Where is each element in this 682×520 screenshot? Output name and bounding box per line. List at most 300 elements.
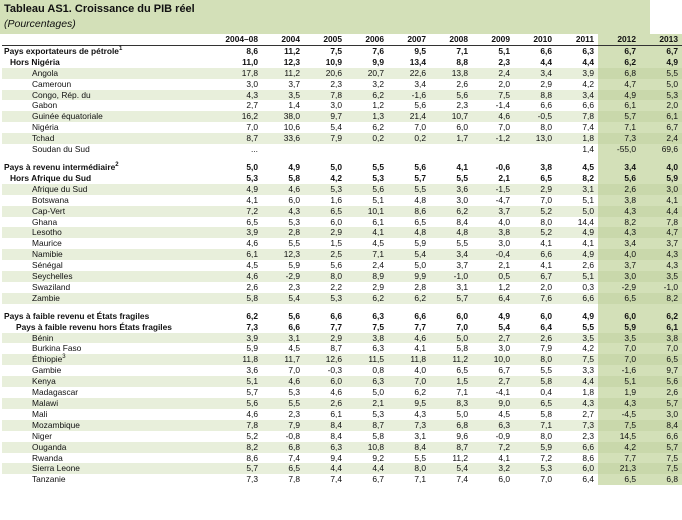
value-cell: 5,7 <box>246 387 258 398</box>
value-cell: -1,2 <box>472 133 514 144</box>
value-cell: 2,4 <box>472 68 514 79</box>
row-label-cell <box>2 376 222 387</box>
value-cell: 5,2 <box>514 227 556 238</box>
value-cell: 2,3 <box>288 408 300 419</box>
value-cell: 2,9 <box>540 78 552 89</box>
value-cell: 4,9 <box>556 227 598 238</box>
row-label-cell <box>2 206 222 217</box>
table-row <box>2 474 682 485</box>
value-cell: 9,9 <box>388 271 430 282</box>
value-cell: 2,6 <box>304 398 346 409</box>
row-label: Nigéria <box>32 122 59 133</box>
value-cell: 7,0 <box>288 365 300 376</box>
row-label: Malawi <box>32 398 59 408</box>
value-cell: 7,1 <box>456 45 468 56</box>
row-label-cell <box>2 271 222 282</box>
table-row <box>2 365 682 376</box>
value-cell: 10,8 <box>346 442 388 453</box>
value-cell: 3,5 <box>598 333 640 344</box>
value-cell: -0,9 <box>495 430 510 441</box>
value-cell: 2,6 <box>582 260 594 271</box>
value-cell: 7,0 <box>598 343 640 354</box>
value-cell: 33,6 <box>262 133 304 144</box>
row-label-cell <box>2 111 222 122</box>
value-cell: 7,0 <box>456 321 468 332</box>
value-cell: 4,1 <box>346 227 388 238</box>
value-cell: 20,6 <box>304 68 346 79</box>
value-cell: 7,2 <box>472 442 514 453</box>
value-cell: 3,0 <box>456 194 468 205</box>
value-cell: 3,1 <box>262 333 304 344</box>
value-cell: 8,4 <box>330 430 342 441</box>
value-cell: 11,5 <box>346 354 388 365</box>
table-row <box>2 420 682 431</box>
value-cell: 7,7 <box>414 321 426 332</box>
row-label: Guinée équatoriale <box>32 111 103 122</box>
value-cell: 3,8 <box>540 161 552 172</box>
value-cell: 2,6 <box>456 78 468 89</box>
value-cell: 5,0 <box>430 333 472 344</box>
spacer-cell <box>472 155 514 162</box>
value-cell: -0,3 <box>327 365 342 376</box>
value-cell: 4,2 <box>582 343 594 354</box>
table-row <box>2 57 682 68</box>
value-cell: 6,5 <box>262 463 304 474</box>
value-cell: 8,7 <box>430 442 472 453</box>
value-cell: 4,1 <box>246 194 258 205</box>
value-cell: 5,5 <box>388 184 430 195</box>
value-cell: 6,0 <box>498 474 510 485</box>
value-cell: 6,0 <box>556 463 598 474</box>
table-row <box>2 260 682 271</box>
value-cell: 7,5 <box>330 45 342 56</box>
row-label-cell <box>2 184 222 195</box>
value-cell: 10,7 <box>430 111 472 122</box>
value-cell: 2,3 <box>456 100 468 111</box>
row-label: Sierra Leone <box>32 463 80 474</box>
value-cell: -1,4 <box>495 100 510 111</box>
table-row <box>2 387 682 398</box>
row-label: Burkina Faso <box>32 343 82 354</box>
row-label: Hors Nigéria <box>10 56 60 67</box>
value-cell: 11,2 <box>430 354 472 365</box>
table-row <box>2 90 682 101</box>
value-cell: 6,7 <box>598 45 640 56</box>
value-cell: 5,5 <box>288 238 300 249</box>
value-cell: 6,5 <box>414 216 426 227</box>
value-cell: 8,8 <box>514 90 556 101</box>
value-cell: 5,6 <box>598 173 640 184</box>
spacer-cell <box>388 304 430 311</box>
value-cell: 7,8 <box>640 217 682 228</box>
value-cell: 1,6 <box>330 194 342 205</box>
value-cell: 4,5 <box>246 260 258 271</box>
value-cell: 7,5 <box>640 453 682 464</box>
row-label: Cap-Vert <box>32 205 66 216</box>
row-label: Pays à faible revenu et États fragiles <box>4 310 150 321</box>
value-cell: 13,8 <box>430 68 472 79</box>
value-cell: 8,0 <box>514 354 556 365</box>
value-cell: 7,0 <box>540 474 552 485</box>
row-label: Gabon <box>32 100 58 111</box>
value-cell: 2,9 <box>304 227 346 238</box>
value-cell: -2,9 <box>598 282 640 293</box>
value-cell: 3,8 <box>472 227 514 238</box>
row-label: Soudan du Sud <box>32 144 90 155</box>
value-cell: 6,0 <box>456 122 468 133</box>
value-cell: 3,4 <box>514 68 556 79</box>
row-label: Sénégal <box>32 260 63 271</box>
value-cell: 9,5 <box>414 45 426 56</box>
value-cell: 14,4 <box>577 216 594 227</box>
row-label: Bénin <box>32 332 54 343</box>
value-cell: 9,4 <box>330 452 342 463</box>
value-cell: 4,9 <box>640 57 682 68</box>
value-cell: 8,2 <box>582 172 594 183</box>
spacer-cell <box>262 304 304 311</box>
value-cell: -1,6 <box>598 365 640 376</box>
value-cell: 4,6 <box>246 238 258 249</box>
value-cell: 4,8 <box>414 194 426 205</box>
table-row <box>2 133 682 144</box>
value-cell: 3,0 <box>598 271 640 282</box>
value-cell: 5,7 <box>598 111 640 122</box>
value-cell: 4,3 <box>598 206 640 217</box>
value-cell: 6,0 <box>330 216 342 227</box>
value-cell: 7,6 <box>514 293 556 304</box>
value-cell: 0,8 <box>372 365 384 376</box>
row-label-cell <box>2 365 222 376</box>
value-cell: 6,0 <box>540 310 552 321</box>
value-cell: 7,8 <box>222 420 262 431</box>
value-cell: 7,7 <box>330 321 342 332</box>
value-cell: 3,1 <box>556 184 598 195</box>
value-cell: 8,4 <box>456 216 468 227</box>
value-cell: 1,7 <box>430 133 472 144</box>
value-cell: 5,1 <box>222 376 262 387</box>
row-label: Madagascar <box>32 387 79 398</box>
value-cell: 5,5 <box>582 321 594 332</box>
value-cell: 5,1 <box>498 45 510 56</box>
value-cell: 6,0 <box>304 376 346 387</box>
value-cell: 8,2 <box>222 442 262 453</box>
value-cell: 5,0 <box>414 260 426 271</box>
table-row <box>2 322 682 333</box>
row-label: Mali <box>32 408 48 419</box>
value-cell: 5,6 <box>414 100 426 111</box>
row-label-cell <box>2 420 222 431</box>
value-cell: 3,4 <box>598 162 640 173</box>
table-row <box>2 173 682 184</box>
value-cell: 3,3 <box>582 365 594 376</box>
value-cell: 5,8 <box>456 343 468 354</box>
table-header <box>0 0 650 34</box>
value-cell: 11,8 <box>222 354 262 365</box>
value-cell: 8,0 <box>304 271 346 282</box>
table-row <box>2 79 682 90</box>
value-cell: 7,8 <box>304 90 346 101</box>
value-cell: 5,0 <box>246 161 258 172</box>
value-cell: 7,0 <box>246 122 258 133</box>
value-cell: 4,4 <box>640 206 682 217</box>
row-label: Mozambique <box>32 419 80 430</box>
row-label-cell <box>2 387 222 398</box>
value-cell: 2,8 <box>414 281 426 292</box>
value-cell: 4,0 <box>498 216 510 227</box>
value-cell: 1,2 <box>372 100 384 111</box>
row-label: Pays à revenu intermédiaire <box>4 161 116 172</box>
value-cell: 0,2 <box>346 133 388 144</box>
row-label-cell <box>2 45 222 56</box>
row-label: Seychelles <box>32 271 73 282</box>
value-cell: 4,5 <box>582 161 594 172</box>
value-cell: 6,7 <box>498 365 510 376</box>
value-cell: 4,7 <box>598 79 640 90</box>
value-cell: 3,9 <box>222 227 262 238</box>
spacer-cell <box>222 155 262 162</box>
value-cell: 2,3 <box>288 281 300 292</box>
value-cell: 4,8 <box>388 227 430 238</box>
row-label-cell <box>2 311 222 322</box>
value-cell: 4,6 <box>388 333 430 344</box>
value-cell: 4,4 <box>556 376 598 387</box>
value-cell: 7,0 <box>388 376 430 387</box>
value-cell: 14,5 <box>598 431 640 442</box>
value-cell: 7,0 <box>598 354 640 365</box>
value-cell: 11,8 <box>388 354 430 365</box>
value-cell: 5,4 <box>498 321 510 332</box>
value-cell: 2,6 <box>640 387 682 398</box>
footnote-marker: 3 <box>62 354 66 361</box>
table-row <box>2 162 682 173</box>
table-body <box>2 34 682 485</box>
value-cell: 8,6 <box>582 452 594 463</box>
year-header: 2004 <box>262 34 304 45</box>
row-label-cell <box>2 453 222 464</box>
value-cell: 8,4 <box>640 420 682 431</box>
value-cell: 4,6 <box>246 408 258 419</box>
row-label: Afrique du Sud <box>32 183 88 194</box>
row-label-cell <box>2 144 222 155</box>
value-cell: 5,7 <box>414 172 426 183</box>
value-cell: 7,1 <box>414 474 426 485</box>
value-cell: 6,3 <box>304 442 346 453</box>
value-cell: 1,8 <box>556 133 598 144</box>
value-cell: 4,5 <box>372 238 384 249</box>
value-cell: 2,4 <box>372 260 384 271</box>
value-cell: 5,5 <box>456 172 468 183</box>
value-cell: 5,0 <box>640 79 682 90</box>
table-row <box>2 45 682 56</box>
value-cell: 2,6 <box>598 184 640 195</box>
row-label-cell <box>2 79 222 90</box>
value-cell: 8,2 <box>640 293 682 304</box>
row-label-cell <box>2 293 222 304</box>
value-cell: 6,2 <box>414 387 426 398</box>
value-cell: 13,0 <box>514 133 556 144</box>
value-cell: 4,5 <box>498 408 510 419</box>
year-header: 2005 <box>304 34 346 45</box>
value-cell: 6,7 <box>514 271 556 282</box>
spacer-cell <box>640 155 682 162</box>
value-cell: 10,0 <box>472 354 514 365</box>
value-cell: 13,4 <box>409 56 426 67</box>
value-cell: 6,6 <box>540 45 552 56</box>
value-cell: 5,4 <box>430 463 472 474</box>
year-header: 2010 <box>514 34 556 45</box>
value-cell <box>346 144 388 155</box>
value-cell: 5,9 <box>288 260 300 271</box>
value-cell: 5,5 <box>414 452 426 463</box>
value-cell: 2,0 <box>498 78 510 89</box>
value-cell: 4,0 <box>414 365 426 376</box>
value-cell: 6,2 <box>346 293 388 304</box>
row-label-cell <box>2 354 222 365</box>
value-cell: -55,0 <box>598 144 640 155</box>
value-cell: 4,6 <box>330 387 342 398</box>
value-cell: 3,2 <box>372 78 384 89</box>
row-label: Kenya <box>32 376 56 387</box>
value-cell: 6,5 <box>456 365 468 376</box>
value-cell: 3,7 <box>598 260 640 271</box>
table-row <box>2 431 682 442</box>
value-cell: 6,1 <box>640 111 682 122</box>
value-cell: 5,7 <box>640 442 682 453</box>
value-cell: 16,2 <box>222 111 262 122</box>
value-cell: 6,6 <box>330 310 342 321</box>
value-cell: -0,6 <box>495 161 510 172</box>
value-cell: 3,7 <box>472 206 514 217</box>
spacer-cell <box>514 304 556 311</box>
value-cell: 6,8 <box>598 68 640 79</box>
row-label-cell <box>2 90 222 101</box>
value-cell: 7,4 <box>288 452 300 463</box>
value-cell: 5,6 <box>330 260 342 271</box>
value-cell: 7,1 <box>456 387 468 398</box>
table-row <box>2 184 682 195</box>
value-cell: 6,2 <box>640 311 682 322</box>
value-cell: 5,9 <box>514 442 556 453</box>
value-cell: 6,2 <box>598 57 640 68</box>
value-cell: 2,7 <box>582 408 594 419</box>
value-cell: 3,8 <box>346 333 388 344</box>
value-cell: 3,0 <box>246 78 258 89</box>
value-cell: 2,6 <box>514 333 556 344</box>
value-cell: 3,0 <box>498 343 510 354</box>
table-row <box>2 409 682 420</box>
value-cell: 2,3 <box>330 78 342 89</box>
value-cell: 6,1 <box>598 100 640 111</box>
value-cell: 9,0 <box>472 398 514 409</box>
row-label-cell <box>2 68 222 79</box>
value-cell: 4,4 <box>540 56 552 67</box>
row-label-cell <box>2 122 222 133</box>
value-cell: 3,6 <box>246 365 258 376</box>
value-cell: 5,6 <box>414 161 426 172</box>
footnote-marker: 2 <box>115 162 119 169</box>
value-cell: 3,9 <box>222 333 262 344</box>
value-cell: 9,9 <box>372 56 384 67</box>
value-cell: 2,9 <box>372 281 384 292</box>
value-cell: 7,5 <box>556 354 598 365</box>
value-cell: 9,5 <box>388 398 430 409</box>
row-label-cell <box>2 57 222 68</box>
value-cell: -1,5 <box>472 184 514 195</box>
row-label: Botswana <box>32 194 69 205</box>
value-cell: 6,2 <box>346 90 388 101</box>
value-cell: 4,3 <box>598 227 640 238</box>
value-cell: 6,2 <box>430 206 472 217</box>
row-label: Gambie <box>32 365 62 376</box>
value-cell: 9,7 <box>640 365 682 376</box>
table-row <box>2 293 682 304</box>
gdp-growth-table <box>2 34 682 485</box>
value-cell: 5,9 <box>640 173 682 184</box>
value-cell: 8,0 <box>540 430 552 441</box>
value-cell: 12,3 <box>283 56 300 67</box>
value-cell: 1,3 <box>346 111 388 122</box>
value-cell: 6,1 <box>640 322 682 333</box>
value-cell: 6,1 <box>372 216 384 227</box>
value-cell: -0,5 <box>514 111 556 122</box>
value-cell: 5,0 <box>372 387 384 398</box>
value-cell: 5,8 <box>372 430 384 441</box>
row-label-cell <box>2 249 222 260</box>
value-cell: 4,1 <box>640 195 682 206</box>
value-cell: 6,6 <box>514 249 556 260</box>
value-cell: 1,4 <box>582 144 594 155</box>
value-cell: 6,6 <box>540 100 552 111</box>
row-label-cell <box>2 260 222 271</box>
table-row <box>2 227 682 238</box>
footnote-marker: 1 <box>118 46 123 53</box>
value-cell: 5,4 <box>330 122 342 133</box>
value-cell: 4,9 <box>598 90 640 101</box>
value-cell: -2,9 <box>262 271 304 282</box>
value-cell: 10,6 <box>283 122 300 133</box>
spacer-cell <box>388 155 430 162</box>
value-cell: 6,0 <box>598 311 640 322</box>
row-label: Éthiopie <box>32 354 63 365</box>
value-cell: 7,9 <box>304 133 346 144</box>
value-cell: 5,4 <box>262 293 304 304</box>
value-cell: 4,6 <box>472 111 514 122</box>
value-cell: 4,9 <box>222 184 262 195</box>
value-cell: 9,7 <box>304 111 346 122</box>
table-row <box>2 333 682 344</box>
value-cell: 1,2 <box>498 281 510 292</box>
value-cell: 6,6 <box>556 293 598 304</box>
value-cell: 8,3 <box>430 398 472 409</box>
value-cell: 7,4 <box>330 474 342 485</box>
table-row <box>2 463 682 474</box>
value-cell: 4,7 <box>640 227 682 238</box>
value-cell: 3,4 <box>556 90 598 101</box>
value-cell: 4,3 <box>556 398 598 409</box>
value-cell: 4,1 <box>582 238 594 249</box>
value-cell: 6,3 <box>372 310 384 321</box>
value-cell: 4,0 <box>598 249 640 260</box>
value-cell: 8,2 <box>598 217 640 228</box>
table-row <box>2 206 682 217</box>
value-cell: 7,9 <box>262 420 304 431</box>
value-cell: 6,3 <box>472 420 514 431</box>
value-cell: 11,2 <box>262 68 304 79</box>
value-cell: 3,0 <box>640 409 682 420</box>
row-label-cell <box>2 398 222 409</box>
spacer-cell <box>514 155 556 162</box>
value-cell: 8,6 <box>388 206 430 217</box>
